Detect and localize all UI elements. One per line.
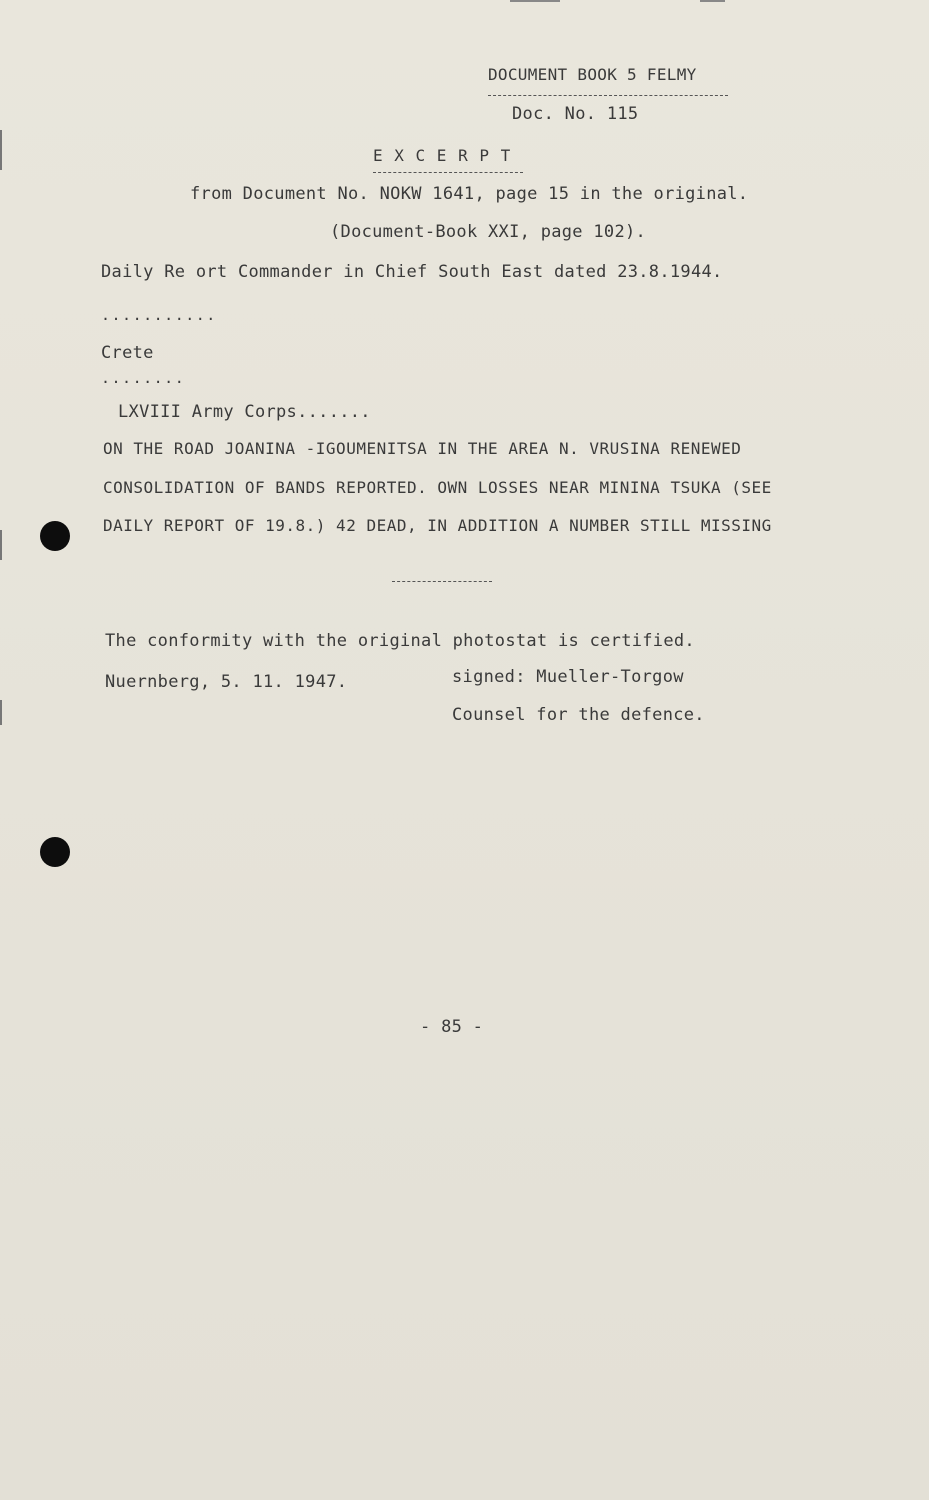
place-date: Nuernberg, 5. 11. 1947. <box>105 672 348 692</box>
body-line: CONSOLIDATION OF BANDS REPORTED. OWN LOSSES NEAR MININA TSUKA (SEE <box>103 478 772 497</box>
title-underline <box>373 172 523 173</box>
separator-dots: ........ <box>101 369 186 387</box>
body-line: DAILY REPORT OF 19.8.) 42 DEAD, IN ADDITION A NUMBER STILL MISSING <box>103 516 772 535</box>
book-reference: (Document-Book XXI, page 102). <box>330 222 647 242</box>
binding-edge-mark <box>0 130 2 170</box>
signer-role: Counsel for the defence. <box>452 705 705 725</box>
document-number: Doc. No. 115 <box>512 104 639 124</box>
certification-line: The conformity with the original photostat is certified. <box>105 631 695 651</box>
separator-dots: ........... <box>101 306 217 324</box>
region-label: Crete <box>101 343 154 363</box>
report-line: Daily Re ort Commander in Chief South East dated 23.8.1944. <box>101 262 723 282</box>
top-edge-mark <box>510 0 560 2</box>
body-separator <box>392 581 492 582</box>
top-edge-mark <box>700 0 725 2</box>
binding-edge-mark <box>0 700 2 725</box>
source-line: from Document No. NOKW 1641, page 15 in the original. <box>190 184 749 204</box>
page-number: - 85 - <box>420 1017 484 1037</box>
header-underline <box>488 95 728 96</box>
document-book-header: DOCUMENT BOOK 5 FELMY <box>488 65 697 84</box>
corps-label: LXVIII Army Corps....... <box>118 402 371 422</box>
excerpt-title: E X C E R P T <box>373 146 512 165</box>
punch-hole <box>40 837 70 867</box>
binding-edge-mark <box>0 530 2 560</box>
punch-hole <box>40 521 70 551</box>
body-line: ON THE ROAD JOANINA -IGOUMENITSA IN THE AREA N. VRUSINA RENEWED <box>103 439 742 458</box>
signature-line: signed: Mueller-Torgow <box>452 667 684 687</box>
